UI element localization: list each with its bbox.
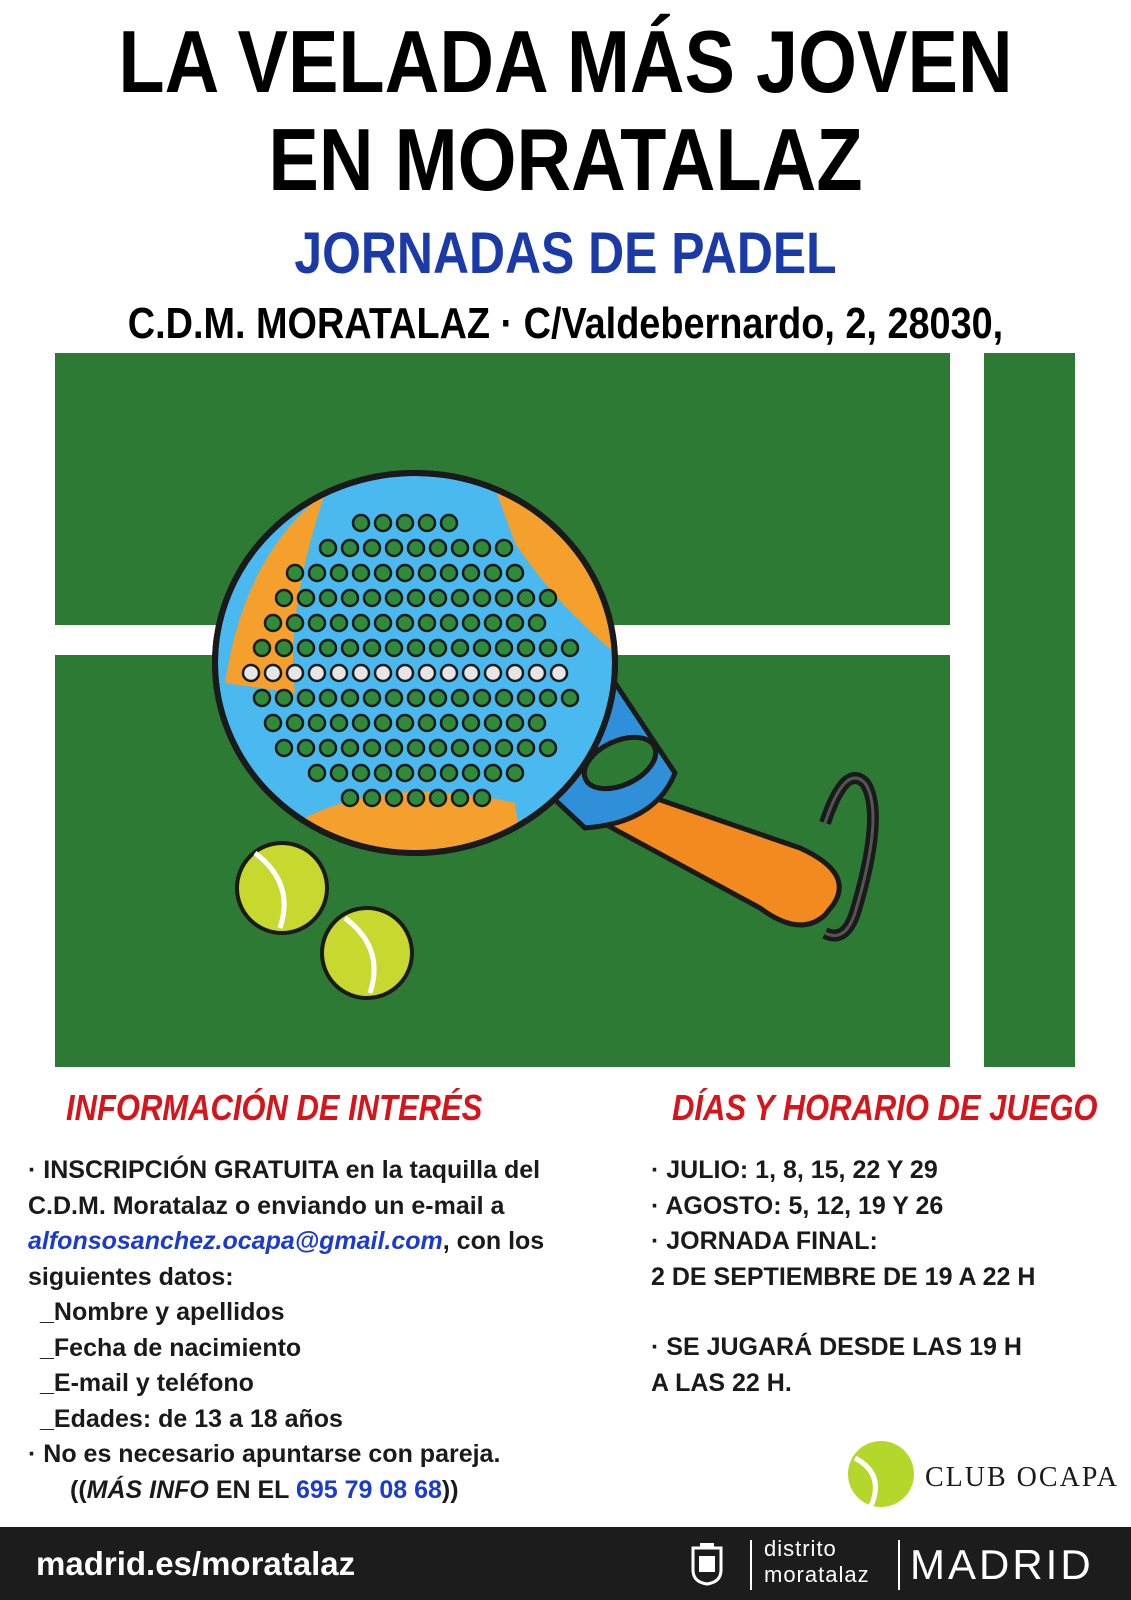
racket-hole xyxy=(540,690,556,706)
racket-hole xyxy=(507,665,523,681)
racket-hole xyxy=(397,665,413,681)
racket-hole xyxy=(386,740,402,756)
racket-hole xyxy=(364,540,380,556)
schedule-heading: DÍAS Y HORARIO DE JUEGO xyxy=(672,1087,1098,1128)
racket-hole xyxy=(364,790,380,806)
racket-hole xyxy=(287,565,303,581)
racket-hole xyxy=(397,615,413,631)
racket-hole xyxy=(540,640,556,656)
poster-title-line2: EN MORATALAZ xyxy=(268,110,863,209)
racket-hole xyxy=(287,615,303,631)
racket-hole xyxy=(408,640,424,656)
racket-hole xyxy=(408,740,424,756)
schedule-july: · JULIO: 1, 8, 15, 22 Y 29 xyxy=(651,1156,938,1184)
racket-hole xyxy=(474,590,490,606)
padel-racket-illustration xyxy=(55,353,1075,1065)
racket-hole xyxy=(386,540,402,556)
racket-hole xyxy=(298,690,314,706)
racket-hole xyxy=(243,665,259,681)
field-item: _Edades: de 13 a 18 años xyxy=(40,1404,343,1433)
field-item: _Fecha de nacimiento xyxy=(40,1333,302,1362)
racket-hole xyxy=(375,665,391,681)
racket-hole xyxy=(298,640,314,656)
racket-hole xyxy=(276,690,292,706)
racket-hole xyxy=(386,640,402,656)
racket-hole xyxy=(474,690,490,706)
racket-hole xyxy=(463,765,479,781)
paren: (( xyxy=(70,1475,87,1504)
racket-hole xyxy=(375,615,391,631)
field-item: _E-mail y teléfono xyxy=(40,1369,254,1397)
racket-hole xyxy=(331,715,347,731)
info-line: , con los xyxy=(442,1227,545,1255)
racket-hole xyxy=(320,690,336,706)
racket-hole xyxy=(540,590,556,606)
racket-hole xyxy=(496,740,512,756)
racket-hole xyxy=(496,540,512,556)
racket-hole xyxy=(540,740,556,756)
racket-hole xyxy=(507,615,523,631)
racket-hole xyxy=(254,690,270,706)
racket-hole xyxy=(507,565,523,581)
racket-hole xyxy=(474,790,490,806)
racket-hole xyxy=(320,640,336,656)
racket-hole xyxy=(386,690,402,706)
district-label xyxy=(764,1536,870,1588)
racket-hole xyxy=(485,565,501,581)
racket-hole xyxy=(419,665,435,681)
racket-hole xyxy=(441,765,457,781)
racket-hole xyxy=(342,790,358,806)
racket-hole xyxy=(485,715,501,731)
racket-hole xyxy=(529,715,545,731)
poster-title-line1: LA VELADA MÁS JOVEN xyxy=(118,12,1013,111)
racket-hole xyxy=(265,665,281,681)
racket-hole xyxy=(364,690,380,706)
racket-hole xyxy=(331,765,347,781)
racket-hole xyxy=(419,765,435,781)
racket-hole xyxy=(518,740,534,756)
racket-hole xyxy=(474,740,490,756)
info-line: C.D.M. Moratalaz o enviando un e-mail a xyxy=(28,1191,505,1220)
racket-hole xyxy=(375,765,391,781)
racket-hole xyxy=(276,740,292,756)
racket-hole xyxy=(353,765,369,781)
racket-hole xyxy=(276,640,292,656)
racket-hole xyxy=(353,515,369,531)
racket-hole xyxy=(386,590,402,606)
racket-hole xyxy=(430,540,446,556)
racket-hole xyxy=(485,665,501,681)
racket-hole xyxy=(375,515,391,531)
racket-hole xyxy=(463,565,479,581)
footer-url-link[interactable]: madrid.es/moratalaz xyxy=(36,1545,356,1582)
racket-hole xyxy=(430,790,446,806)
info-heading: INFORMACIÓN DE INTERÉS xyxy=(66,1087,483,1128)
racket-hole xyxy=(342,740,358,756)
racket-hole xyxy=(419,715,435,731)
info-line: siguientes datos: xyxy=(28,1262,234,1291)
racket-hole xyxy=(441,665,457,681)
racket-hole xyxy=(518,590,534,606)
racket-hole xyxy=(463,665,479,681)
racket-hole xyxy=(364,640,380,656)
racket-hole xyxy=(331,565,347,581)
schedule-final-date: 2 DE SEPTIEMBRE DE 19 A 22 H xyxy=(651,1262,1036,1291)
racket-hole xyxy=(430,690,446,706)
racket-hole xyxy=(518,640,534,656)
racket-hole xyxy=(320,740,336,756)
racket-hole xyxy=(265,615,281,631)
more-info-label: MÁS INFO xyxy=(86,1475,209,1504)
racket-hole xyxy=(309,665,325,681)
contact-email-link[interactable]: alfonsosanchez.ocapa@gmail.com xyxy=(28,1227,443,1255)
racket-hole xyxy=(441,615,457,631)
schedule-time: A LAS 22 H. xyxy=(651,1368,792,1397)
racket-hole xyxy=(496,590,512,606)
racket-hole xyxy=(397,565,413,581)
racket-hole xyxy=(331,615,347,631)
racket-hole xyxy=(463,615,479,631)
schedule-final: · JORNADA FINAL: xyxy=(651,1227,878,1255)
racket-hole xyxy=(507,715,523,731)
racket-hole xyxy=(276,590,292,606)
racket-hole xyxy=(342,690,358,706)
racket-hole xyxy=(562,690,578,706)
tennis-ball-logo-icon xyxy=(845,1438,917,1510)
more-info-mid: EN EL xyxy=(208,1475,296,1504)
racket-hole xyxy=(474,540,490,556)
district-word: distrito xyxy=(764,1536,837,1561)
racket-hole xyxy=(298,590,314,606)
racket-hole xyxy=(518,690,534,706)
racket-hole xyxy=(265,715,281,731)
info-line: · INSCRIPCIÓN GRATUITA en la taquilla del xyxy=(28,1156,541,1184)
racket-hole xyxy=(320,590,336,606)
racket-hole xyxy=(408,540,424,556)
racket-hole xyxy=(485,765,501,781)
racket-hole xyxy=(287,715,303,731)
info-note: · No es necesario apuntarse con pareja. xyxy=(28,1440,501,1468)
racket-hole xyxy=(452,790,468,806)
racket-hole xyxy=(375,715,391,731)
racket-hole xyxy=(397,765,413,781)
racket-hole xyxy=(507,765,523,781)
racket-hole xyxy=(331,665,347,681)
racket-hole xyxy=(441,515,457,531)
court-middle-divider xyxy=(586,1067,623,1527)
racket-hole xyxy=(551,665,567,681)
footer-separator xyxy=(750,1540,752,1590)
city-logo-text: MADRID xyxy=(910,1541,1094,1588)
racket-hole xyxy=(485,615,501,631)
racket-hole xyxy=(375,565,391,581)
racket-hole xyxy=(309,715,325,731)
racket-hole xyxy=(419,615,435,631)
racket-hole xyxy=(529,615,545,631)
racket-hole xyxy=(496,690,512,706)
footer-separator xyxy=(898,1540,900,1590)
paren: )) xyxy=(441,1475,459,1504)
racket-hole xyxy=(309,565,325,581)
racket-hole xyxy=(452,640,468,656)
racket-hole xyxy=(463,715,479,731)
racket-head xyxy=(215,473,615,873)
racket-hole xyxy=(452,590,468,606)
madrid-crest-icon xyxy=(690,1542,724,1586)
phone-link[interactable]: 695 79 08 68 xyxy=(295,1475,442,1504)
racket-hole xyxy=(386,790,402,806)
schedule-august: · AGOSTO: 5, 12, 19 Y 26 xyxy=(651,1191,944,1220)
racket-hole xyxy=(353,715,369,731)
racket-hole xyxy=(353,565,369,581)
racket-hole xyxy=(562,640,578,656)
racket-hole xyxy=(419,515,435,531)
district-name: moratalaz xyxy=(764,1562,870,1587)
info-text xyxy=(28,1153,588,1508)
racket-hole xyxy=(364,590,380,606)
racket-hole xyxy=(342,590,358,606)
racket-hole xyxy=(408,590,424,606)
club-name: CLUB OCAPA xyxy=(925,1462,1120,1493)
tennis-ball-2 xyxy=(322,908,412,998)
racket-hole xyxy=(287,665,303,681)
tennis-ball-1 xyxy=(237,843,327,933)
racket-hole xyxy=(254,640,270,656)
racket-hole xyxy=(452,540,468,556)
racket-hole xyxy=(397,515,413,531)
schedule-text xyxy=(651,1153,1121,1401)
racket-hole xyxy=(441,565,457,581)
racket-hole xyxy=(430,740,446,756)
racket-hole xyxy=(408,690,424,706)
racket-hole xyxy=(309,765,325,781)
racket-hole xyxy=(364,740,380,756)
racket-hole xyxy=(452,690,468,706)
racket-hole xyxy=(529,665,545,681)
racket-hole xyxy=(419,565,435,581)
racket-hole xyxy=(408,790,424,806)
venue-address: C.D.M. MORATALAZ · C/Valdebernardo, 2, 28030, xyxy=(127,299,1004,348)
schedule-time: · SE JUGARÁ DESDE LAS 19 H xyxy=(651,1333,1022,1361)
more-info-line xyxy=(28,1473,588,1509)
racket-hole xyxy=(342,540,358,556)
racket-hole xyxy=(320,540,336,556)
racket-hole xyxy=(496,640,512,656)
racket-hole xyxy=(430,590,446,606)
racket-hole xyxy=(397,715,413,731)
racket-hole xyxy=(452,740,468,756)
racket-hole xyxy=(353,665,369,681)
field-item: _Nombre y apellidos xyxy=(40,1298,285,1326)
racket-hole xyxy=(441,715,457,731)
racket-hole xyxy=(474,640,490,656)
poster-subtitle: JORNADAS DE PADEL xyxy=(294,221,837,286)
racket-hole xyxy=(353,615,369,631)
racket-hole xyxy=(298,740,314,756)
racket-hole xyxy=(309,615,325,631)
racket-hole xyxy=(430,640,446,656)
racket-hole xyxy=(342,640,358,656)
